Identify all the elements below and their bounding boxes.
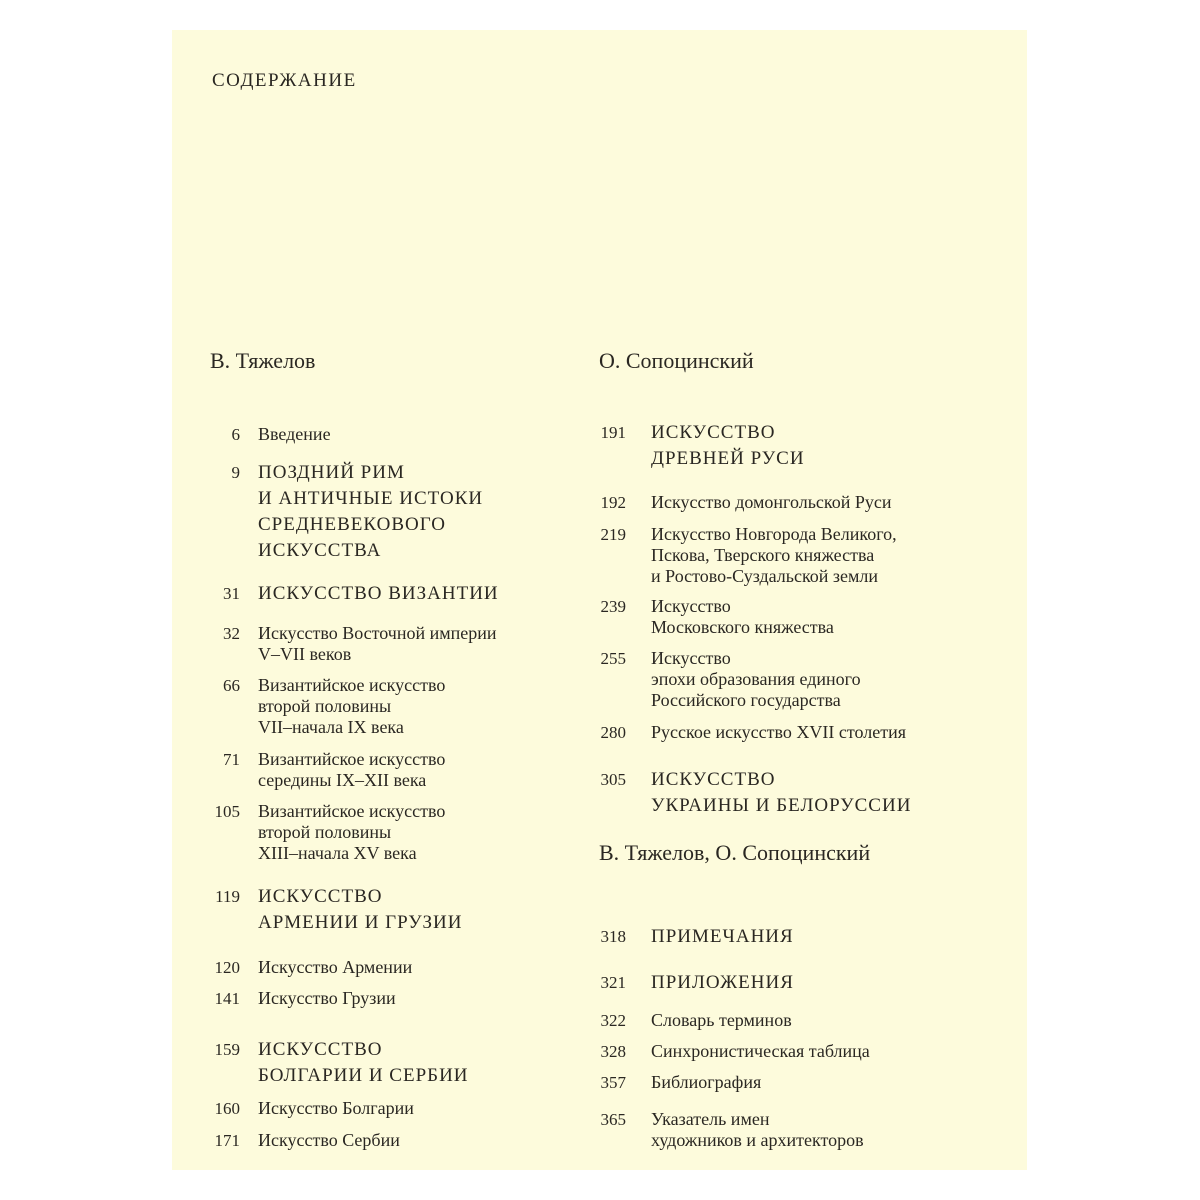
entry-title: Указатель имен художников и архитекторов [651, 1109, 864, 1150]
page-number: 9 [231, 463, 240, 482]
page-number: 71 [223, 750, 240, 769]
entry-title: Искусство Сербии [258, 1130, 400, 1150]
page-number: 191 [600, 423, 626, 442]
page-number: 239 [600, 597, 626, 616]
author-heading: В. Тяжелов, О. Сопоцинский [599, 840, 871, 865]
page-number: 318 [600, 927, 626, 946]
entry-title: Искусство Грузии [258, 988, 396, 1008]
entry-title: Искусство Армении [258, 957, 413, 977]
page-number: 32 [223, 624, 240, 643]
entry-title: Русское искусство XVII столетия [651, 722, 906, 742]
entry-title: Византийское искусство второй половины XIII–начала XV века [258, 801, 446, 863]
page-title: СОДЕРЖАНИЕ [212, 70, 357, 91]
entry-title: Византийское искусство середины IX–XII века [258, 749, 446, 790]
entry-title: ПОЗДНИЙ РИМ И АНТИЧНЫЕ ИСТОКИ СРЕДНЕВЕКОВОГО ИСКУССТВА [258, 462, 484, 561]
page-number: 219 [600, 525, 626, 544]
author-heading: В. Тяжелов [210, 348, 316, 373]
page-number: 305 [600, 770, 626, 789]
entry-title: Введение [258, 424, 331, 444]
entry-title: Искусство Новгорода Великого, Пскова, Тверского княжества и Ростово-Суздальской земли [651, 524, 897, 586]
entry-title: Византийское искусство второй половины VII–начала IX века [258, 675, 446, 737]
entry-title: Искусство эпохи образования единого Российского государства [651, 648, 861, 710]
entry-title: Словарь терминов [651, 1010, 792, 1030]
entry-title: ИСКУССТВО УКРАИНЫ И БЕЛОРУССИИ [651, 769, 912, 816]
page-number: 159 [214, 1040, 240, 1059]
entry-title: Искусство домонгольской Руси [651, 492, 892, 512]
page-number: 192 [600, 493, 626, 512]
page-number: 321 [600, 973, 626, 992]
entry-title: ИСКУССТВО ДРЕВНЕЙ РУСИ [651, 422, 805, 469]
entry-title: Библиография [651, 1072, 762, 1092]
page-number: 160 [214, 1099, 240, 1118]
entry-title: Искусство Московского княжества [651, 596, 834, 637]
entry-title: ПРИЛОЖЕНИЯ [651, 972, 794, 993]
entry-title: ИСКУССТВО АРМЕНИИ И ГРУЗИИ [258, 886, 463, 933]
page-number: 328 [600, 1042, 626, 1061]
page-number: 66 [223, 676, 240, 695]
entry-title: Искусство Болгарии [258, 1098, 414, 1118]
entry-title: ПРИМЕЧАНИЯ [651, 926, 794, 947]
entry-title: Искусство Восточной империи V–VII веков [258, 623, 497, 664]
page-number: 119 [215, 887, 240, 906]
author-heading: О. Сопоцинский [599, 348, 754, 373]
entry-title: Синхронистическая таблица [651, 1041, 870, 1061]
page-number: 6 [231, 425, 240, 444]
page-number: 322 [600, 1011, 626, 1030]
page-number: 255 [600, 649, 626, 668]
page-number: 31 [223, 584, 240, 603]
page-number: 357 [600, 1073, 626, 1092]
page-number: 141 [214, 989, 240, 1008]
page-number: 171 [214, 1131, 240, 1150]
page-number: 365 [600, 1110, 626, 1129]
page-number: 105 [214, 802, 240, 821]
book-page [172, 30, 1027, 1170]
entry-title: ИСКУССТВО ВИЗАНТИИ [258, 583, 499, 604]
page-number: 120 [214, 958, 240, 977]
page-number: 280 [600, 723, 626, 742]
entry-title: ИСКУССТВО БОЛГАРИИ И СЕРБИИ [258, 1039, 469, 1086]
